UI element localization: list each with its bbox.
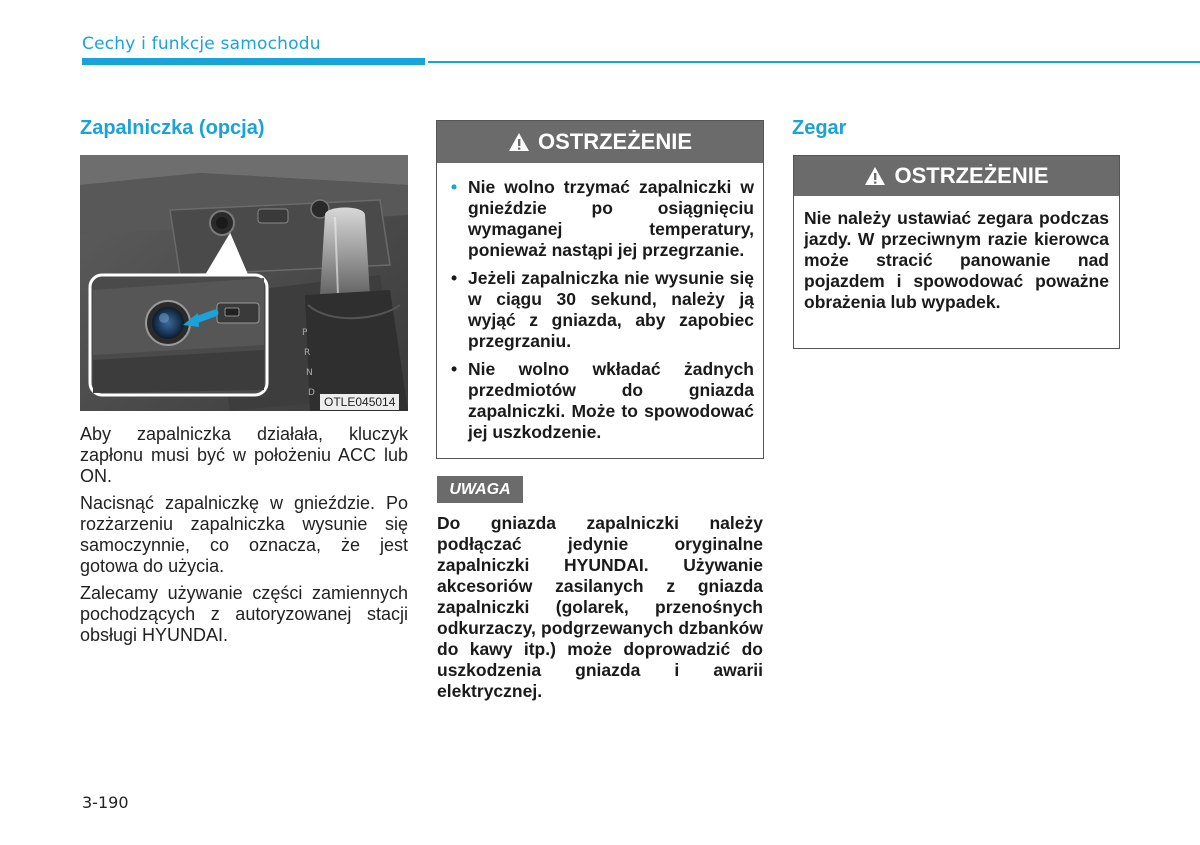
warning-item: • Nie wolno trzymać zapalniczki w gnieździe po osiągnięciu wymaganej temperatury, ponieważ nastąpi jej przegrzanie. [451, 177, 754, 260]
header-rule-thick [82, 58, 425, 65]
header-title: Cechy i funkcje samochodu [82, 34, 321, 54]
warning-header [437, 121, 763, 163]
warning-text: Nie należy ustawiać zegara podczas jazdy. W przeciwnym razie kierowca może stracić panowanie nad pojazdem i spowodować poważne obrażenia lub wypadek. [804, 208, 1109, 312]
paragraph-1: Aby zapalniczka działała, kluczyk zapłonu musi być w położeniu ACC lub ON. [80, 424, 408, 486]
warning-triangle-icon [864, 166, 886, 186]
warning-title: OSTRZEŻENIE [537, 129, 692, 154]
notice-text: Do gniazda zapalniczki należy podłączać jedynie oryginalne zapalniczki HYUNDAI. Używanie akcesoriów zasilanych z gniazda zapalniczki (golarek, przenośnych odkurzaczy, podgrzewanych dzbanków do kawy itp.) może doprowadzić do uszkodzenia gniazda i awarii elektrycznej. [437, 513, 763, 701]
cigarette-lighter-photo [80, 155, 408, 411]
svg-text:N: N [306, 368, 313, 378]
paragraph-2: Nacisnąć zapalniczkę w gnieździe. Po rozżarzeniu zapalniczka wysunie się samoczynnie, co oznacza, że jest gotowa do użycia. [80, 493, 408, 576]
paragraph-3: Zalecamy używanie części zamiennych pochodzących z autoryzowanej stacji obsługi HYUNDAI. [80, 583, 408, 645]
photo-caption: OTLE045014 [320, 394, 399, 410]
page-number: 3-190 [82, 793, 129, 812]
svg-text:P: P [302, 328, 308, 338]
warning-item: • Nie wolno wkładać żadnych przedmiotów do gniazda zapalniczki. Może to spowodować jej uszkodzenie. [451, 359, 754, 442]
warning-list [437, 163, 763, 443]
section-title-clock: Zegar [792, 117, 847, 139]
warning-title: OSTRZEŻENIE [894, 163, 1049, 188]
warning-box-lighter [436, 120, 764, 459]
warning-box-clock [793, 155, 1120, 349]
warning-triangle-icon [508, 132, 530, 152]
svg-text:D: D [308, 388, 315, 398]
warning-item: • Jeżeli zapalniczka nie wysunie się w ciągu 30 sekund, należy ją wyjąć z gniazda, aby zapobiec przegrzaniu. [451, 268, 754, 351]
notice-label: UWAGA [437, 476, 523, 503]
section-title-lighter: Zapalniczka (opcja) [80, 117, 265, 139]
warning-header [794, 156, 1119, 196]
header-rule-thin [428, 61, 1200, 63]
svg-text:R: R [304, 348, 311, 358]
